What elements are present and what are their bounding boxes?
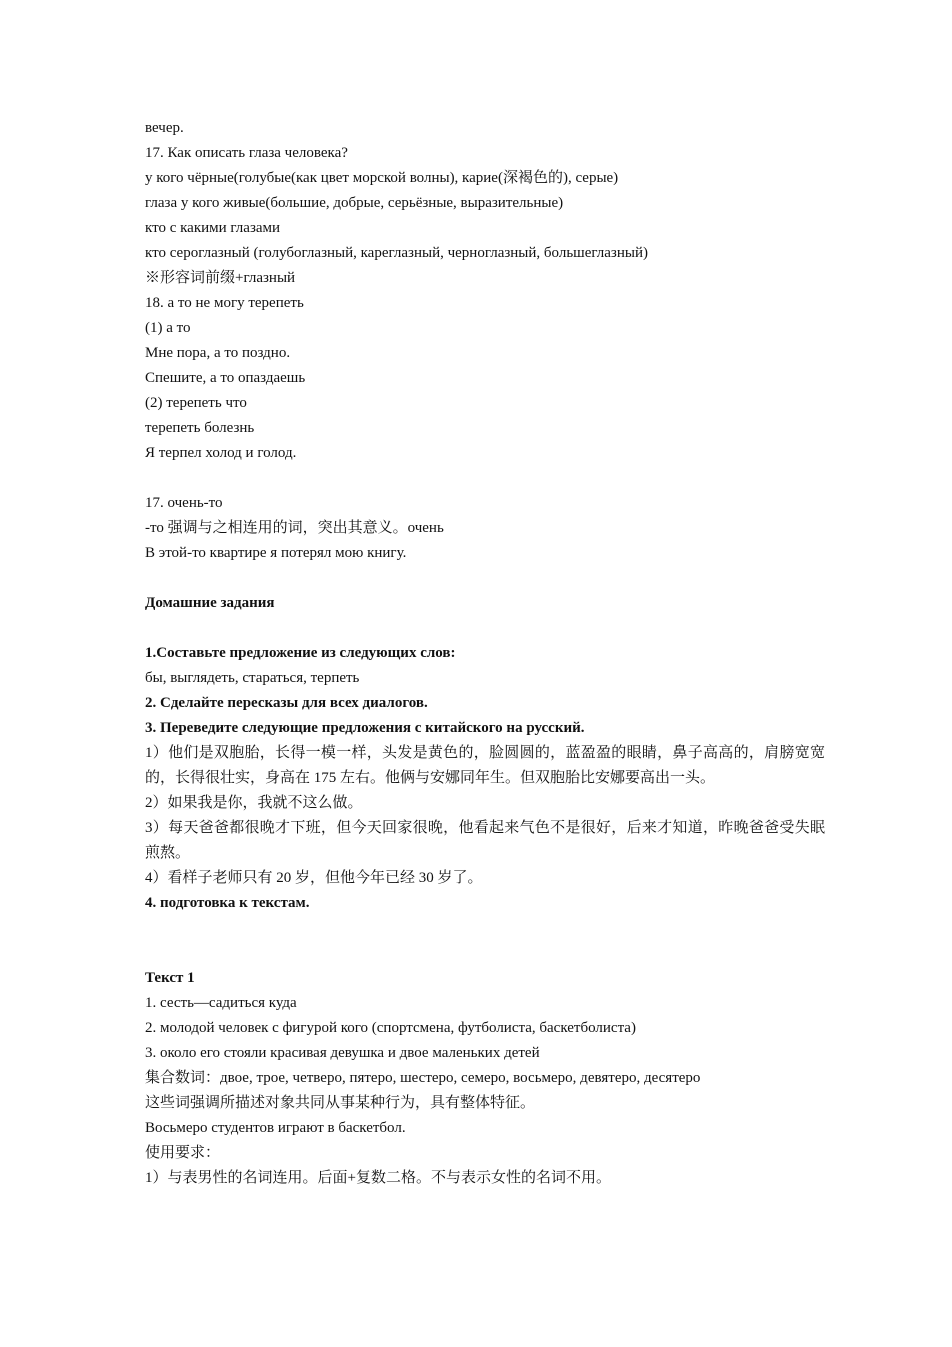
section-heading-eyes: 17. Как описать глаза человека? [145, 145, 348, 161]
spacer [145, 916, 825, 966]
collective-note: 这些词强调所描述对象共同从事某种行为，具有整体特征。 [145, 1095, 536, 1111]
text-line: у кого чёрные(голубые(как цвет морской волны), карие(深褐色的), серые) [145, 170, 619, 186]
translation-sentence-3: 3）每天爸爸都很晚才下班，但今天回家很晚，他看起来气色不是很好，后来才知道，昨晚爸爸受失眠煎熬。 [145, 820, 825, 861]
text-line: кто с какими глазами [145, 220, 281, 236]
text-line: (2) терепеть что [145, 395, 247, 411]
text-line: Мне пора, а то поздно. [145, 345, 291, 361]
translation-sentence-4: 4）看样子老师只有 20 岁，但他今年已经 30 岁了。 [145, 870, 483, 886]
collective-numerals: 集合数词：двое, трое, четверо, пятеро, шестеро, семеро, восьмеро, девятеро, десятеро [145, 1070, 701, 1086]
text1-item-3: 3. около его стояли красивая девушка и двое маленьких детей [145, 1045, 540, 1061]
text1-item-1: 1. сесть—садиться куда [145, 995, 297, 1011]
section-heading-ato: 18. а то не могу терепеть [145, 295, 304, 311]
usage-rule-1: 1）与表男性的名词连用。后面+复数二格。不与表示女性的名词不用。 [145, 1170, 611, 1186]
text-line: вечер. [145, 120, 184, 136]
usage-title: 使用要求： [145, 1145, 221, 1161]
section-heading-to: 17. очень-то [145, 495, 223, 511]
task1-title: 1.Составьте предложение из следующих слов: [145, 645, 456, 661]
task3-title: 3. Переведите следующие предложения с китайского на русский. [145, 720, 585, 736]
text-line: (1) а то [145, 320, 191, 336]
task4-title: 4. подготовка к текстам. [145, 895, 310, 911]
text-line: В этой-то квартире я потерял мою книгу. [145, 545, 407, 561]
homework-heading: Домашние задания [145, 595, 275, 611]
text-line: ※形容词前缀+глазный [145, 270, 296, 286]
text1-heading: Текст 1 [145, 970, 195, 986]
spacer [145, 566, 825, 591]
text-line: кто сероглазный (голубоглазный, кареглазный, черноглазный, большеглазный) [145, 245, 648, 261]
spacer [145, 616, 825, 641]
text1-item-2: 2. молодой человек с фигурой кого (спортсмена, футболиста, баскетболиста) [145, 1020, 636, 1036]
spacer [145, 466, 825, 491]
document-page [145, 116, 825, 1191]
text-line: глаза у кого живые(большие, добрые, серьёзные, выразительные) [145, 195, 564, 211]
collective-example: Восьмеро студентов играют в баскетбол. [145, 1120, 406, 1136]
translation-sentence-1: 1）他们是双胞胎，长得一模一样，头发是黄色的，脸圆圆的，蓝盈盈的眼睛，鼻子高高的，肩膀宽宽的，长得很壮实，身高在 175 左右。他俩与安娜同年生。但双胞胎比安娜要高出一头。 [145, 745, 825, 786]
task2-title: 2. Сделайте пересказы для всех диалогов. [145, 695, 428, 711]
task1-words: бы, выглядеть, стараться, терпеть [145, 670, 360, 686]
text-line: терепеть болезнь [145, 420, 255, 436]
text-line: Я терпел холод и голод. [145, 445, 297, 461]
translation-sentence-2: 2）如果我是你，我就不这么做。 [145, 795, 363, 811]
text-line: Спешите, а то опаздаешь [145, 370, 306, 386]
text-line: -то 强调与之相连用的词，突出其意义。очень [145, 520, 444, 536]
